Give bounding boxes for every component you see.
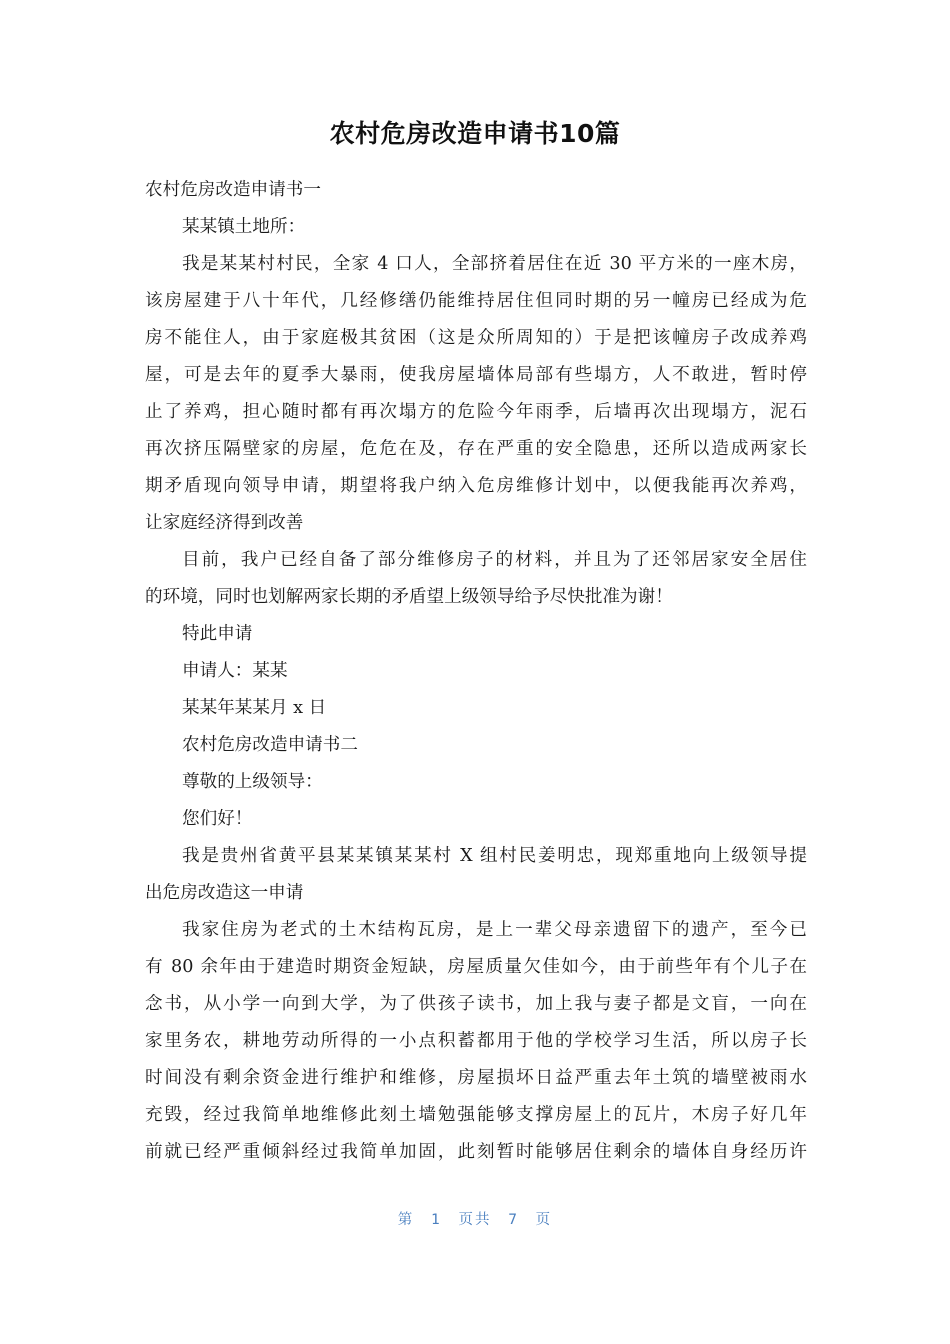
text-line: 农村危房改造申请书一 <box>145 180 321 200</box>
text-line: 农村危房改造申请书二 <box>182 735 358 755</box>
text-line: 止了养鸡，担心随时都有再次塌方的危险今年雨季，后墙再次出现塌方，泥石 <box>145 402 807 422</box>
text-line: 某某镇土地所： <box>182 217 306 237</box>
text-line: 让家庭经济得到改善 <box>145 513 304 533</box>
text-line: 充毁，经过我简单地维修此刻土墙勉强能够支撑房屋上的瓦片，木房子好几年 <box>145 1105 807 1125</box>
text-line: 的环境，同时也划解两家长期的矛盾望上级领导给予尽快批准为谢！ <box>145 587 673 607</box>
text-line: 前就已经严重倾斜经过我简单加固，此刻暂时能够居住剩余的墙体自身经历许 <box>145 1142 807 1162</box>
text-line: 期矛盾现向领导申请，期望将我户纳入危房维修计划中，以便我能再次养鸡， <box>145 476 807 496</box>
text-line: 我家住房为老式的土木结构瓦房，是上一辈父母亲遗留下的遗产，至今已 <box>182 920 807 940</box>
text-line: 我是某某村村民，全家 4 口人，全部挤着居住在近 30 平方米的一座木房， <box>182 254 807 274</box>
text-line: 申请人：某某 <box>182 661 288 681</box>
text-line: 您们好！ <box>182 809 253 829</box>
text-line: 时间没有剩余资金进行维护和维修，房屋损坏日益严重去年土筑的墙壁被雨水 <box>145 1068 807 1088</box>
text-line: 念书，从小学一向到大学，为了供孩子读书，加上我与妻子都是文盲，一向在 <box>145 994 807 1014</box>
text-line: 有 80 余年由于建造时期资金短缺，房屋质量欠佳如今，由于前些年有个儿子在 <box>145 957 807 977</box>
text-line: 该房屋建于八十年代，几经修缮仍能维持居住但同时期的另一幢房已经成为危 <box>145 291 807 311</box>
text-line: 再次挤压隔壁家的房屋，危危在及，存在严重的安全隐患，还所以造成两家长 <box>145 439 807 459</box>
text-line: 某某年某某月 x 日 <box>182 698 327 718</box>
text-line: 特此申请 <box>182 624 253 644</box>
text-line: 屋，可是去年的夏季大暴雨，使我房屋墙体局部有些塌方，人不敢进，暂时停 <box>145 365 807 385</box>
text-line: 尊敬的上级领导： <box>182 772 323 792</box>
text-line: 家里务农，耕地劳动所得的一小点积蓄都用于他的学校学习生活，所以房子长 <box>145 1031 807 1051</box>
text-line: 房不能住人，由于家庭极其贫困（这是众所周知的）于是把该幢房子改成养鸡 <box>145 328 807 348</box>
document-body <box>145 172 807 1171</box>
text-line: 出危房改造这一申请 <box>145 883 304 903</box>
text-line: 目前，我户已经自备了部分维修房子的材料，并且为了还邻居家安全居住 <box>182 550 807 570</box>
text-line: 我是贵州省黄平县某某镇某某村 X 组村民姜明忠，现郑重地向上级领导提 <box>182 846 807 866</box>
page-footer: 第 1 页共 7 页 <box>397 1212 553 1228</box>
document-title: 农村危房改造申请书10篇 <box>329 119 621 148</box>
